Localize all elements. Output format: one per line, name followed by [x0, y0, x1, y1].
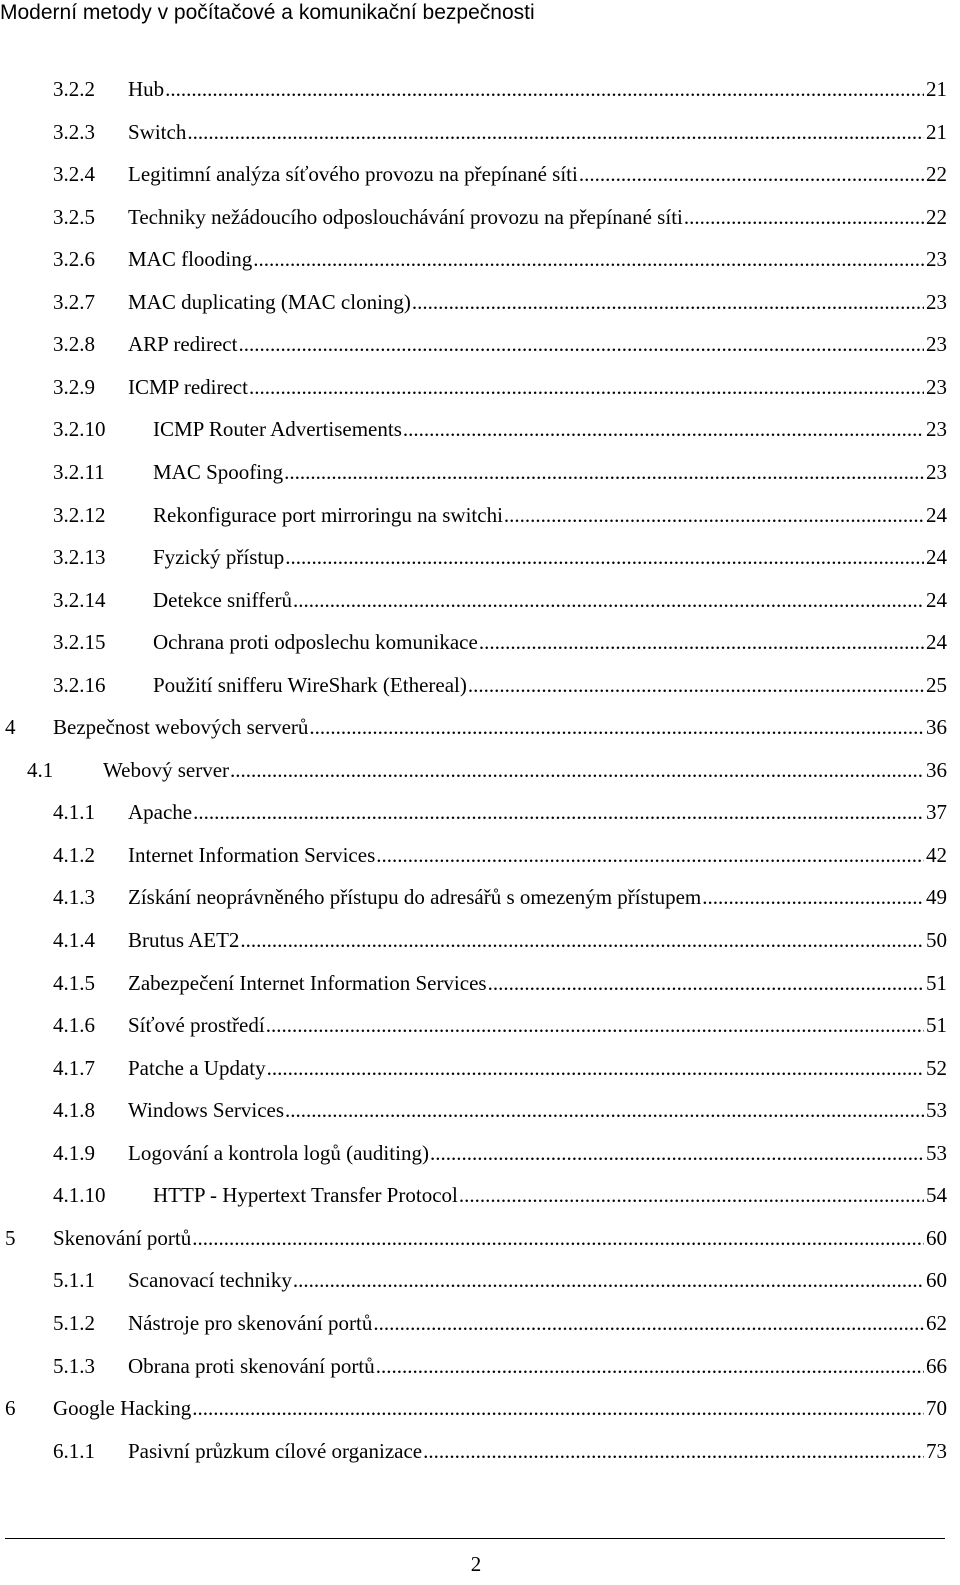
toc-entry-page: 37	[926, 800, 947, 825]
toc-entry-title: ICMP redirect	[128, 374, 248, 399]
toc-entry[interactable]	[53, 1093, 947, 1123]
toc-entry-title: Switch	[128, 119, 187, 144]
toc-entry-page: 62	[926, 1310, 947, 1335]
toc-entry-number: 3.2.10	[53, 417, 106, 442]
toc-entry-page: 21	[926, 77, 947, 101]
toc-entry[interactable]	[53, 455, 947, 485]
toc-entry[interactable]	[53, 923, 947, 953]
toc-entry[interactable]	[53, 625, 947, 655]
toc-entry[interactable]	[53, 1349, 947, 1379]
toc-entry-page: 23	[926, 417, 947, 442]
toc-entry-number: 3.2.3	[53, 119, 95, 144]
toc-entry-page: 24	[926, 630, 947, 655]
toc-entry-page: 23	[926, 459, 947, 484]
toc-dot-leader	[504, 502, 924, 528]
toc-entry-page: 50	[926, 928, 947, 952]
toc-dot-leader	[373, 1310, 924, 1336]
toc-entry-title: Zabezpečení Internet Information Services	[128, 970, 487, 995]
toc-entry-title: Hub	[128, 77, 165, 101]
toc-entry[interactable]	[5, 710, 947, 740]
toc-entry-page: 60	[926, 1268, 947, 1293]
toc-entry[interactable]	[53, 966, 947, 996]
toc-entry-number: 3.2.6	[53, 247, 95, 272]
toc-entry[interactable]	[53, 498, 947, 528]
toc-entry[interactable]	[53, 838, 947, 868]
toc-dot-leader	[293, 1267, 924, 1293]
toc-entry-title: Získání neoprávněného přístupu do adresářů s omezeným přístupem	[128, 885, 702, 910]
toc-entry-number: 6	[5, 1396, 16, 1421]
toc-entry[interactable]	[53, 1178, 947, 1208]
toc-entry-title: Internet Information Services	[128, 842, 376, 867]
toc-entry[interactable]	[53, 115, 947, 145]
toc-entry-page: 73	[926, 1438, 947, 1463]
toc-dot-leader	[240, 927, 924, 953]
toc-dot-leader	[230, 757, 924, 783]
toc-entry[interactable]	[53, 540, 947, 570]
toc-entry-page: 23	[926, 289, 947, 314]
toc-entry-title: ICMP Router Advertisements	[153, 417, 402, 442]
toc-entry-title: MAC Spoofing	[153, 459, 284, 484]
toc-entry[interactable]	[53, 880, 947, 910]
toc-entry-page: 52	[926, 1055, 947, 1080]
toc-entry[interactable]	[53, 242, 947, 272]
toc-entry-title: Apache	[128, 800, 193, 825]
toc-entry-page: 22	[926, 204, 947, 229]
toc-entry-title: Brutus AET2	[128, 928, 240, 952]
toc-entry-title: Google Hacking	[53, 1396, 192, 1421]
toc-entry-page: 51	[926, 970, 947, 995]
toc-dot-leader	[412, 289, 924, 315]
toc-entry-number: 4.1.9	[53, 1140, 95, 1165]
toc-entry-title: Scanovací techniky	[128, 1268, 292, 1293]
toc-entry-page: 23	[926, 332, 947, 357]
toc-entry-page: 36	[926, 715, 947, 740]
toc-entry[interactable]	[53, 1306, 947, 1336]
toc-entry[interactable]	[53, 1051, 947, 1081]
toc-entry-title: Webový server	[103, 757, 230, 782]
toc-entry-title: Logování a kontrola logů (auditing)	[128, 1140, 429, 1165]
toc-entry[interactable]	[53, 157, 947, 187]
toc-dot-leader	[253, 246, 924, 272]
toc-entry-title: Fyzický přístup	[153, 545, 285, 570]
toc-entry-title: Obrana proti skenování portů	[128, 1353, 375, 1378]
toc-dot-leader	[702, 884, 924, 910]
toc-dot-leader	[238, 331, 924, 357]
toc-dot-leader	[403, 416, 924, 442]
toc-entry[interactable]	[27, 753, 947, 783]
toc-dot-leader	[376, 1353, 924, 1379]
toc-entry-title: Skenování portů	[53, 1225, 192, 1250]
toc-entry-number: 4.1.8	[53, 1098, 95, 1123]
toc-entry[interactable]	[53, 1263, 947, 1293]
toc-entry[interactable]	[53, 327, 947, 357]
toc-entry-number: 4.1.2	[53, 842, 95, 867]
toc-dot-leader	[165, 76, 924, 102]
toc-entry-title: Techniky nežádoucího odposlouchávání provozu na přepínané síti	[128, 204, 683, 229]
toc-entry-page: 24	[926, 502, 947, 527]
toc-entry-number: 3.2.14	[53, 587, 106, 612]
toc-entry-number: 5.1.3	[53, 1353, 95, 1378]
toc-entry-number: 3.2.13	[53, 545, 106, 570]
toc-dot-leader	[192, 1395, 924, 1421]
toc-dot-leader	[293, 587, 924, 613]
toc-entry-number: 4.1.10	[53, 1183, 106, 1208]
toc-dot-leader	[468, 672, 924, 698]
toc-entry[interactable]	[53, 285, 947, 315]
toc-entry-number: 4	[5, 715, 16, 740]
toc-entry-page: 22	[926, 162, 947, 187]
toc-entry-number: 4.1.1	[53, 800, 95, 825]
toc-entry-number: 4.1.6	[53, 1013, 95, 1038]
toc-entry-page: 21	[926, 119, 947, 144]
toc-entry-number: 4.1	[27, 757, 54, 782]
toc-entry[interactable]	[5, 1221, 947, 1251]
toc-entry-title: Síťové prostředí	[128, 1013, 265, 1038]
toc-entry-number: 5.1.1	[53, 1268, 95, 1293]
toc-entry-title: Ochrana proti odposlechu komunikace	[153, 630, 478, 655]
toc-dot-leader	[187, 119, 924, 145]
toc-dot-leader	[285, 1097, 924, 1123]
toc-entry-page: 66	[926, 1353, 947, 1378]
toc-dot-leader	[284, 459, 924, 485]
toc-entry-number: 4.1.4	[53, 928, 95, 952]
toc-entry[interactable]	[53, 412, 947, 442]
toc-entry-number: 3.2.2	[53, 77, 95, 101]
toc-entry-number: 4.1.3	[53, 885, 95, 910]
toc-entry-number: 3.2.4	[53, 162, 95, 187]
toc-entry-page: 25	[926, 672, 947, 697]
toc-entry[interactable]	[5, 1391, 947, 1421]
toc-entry-number: 3.2.9	[53, 374, 95, 399]
toc-entry-number: 3.2.8	[53, 332, 95, 357]
toc-dot-leader	[430, 1140, 924, 1166]
toc-entry[interactable]	[53, 72, 947, 102]
toc-dot-leader	[459, 1182, 924, 1208]
toc-entry-page: 53	[926, 1140, 947, 1165]
toc-entry-page: 23	[926, 247, 947, 272]
toc-entry-title: MAC flooding	[128, 247, 253, 272]
toc-entry-title: Použití snifferu WireShark (Ethereal)	[153, 672, 467, 697]
toc-dot-leader	[285, 544, 924, 570]
toc-dot-leader	[192, 1225, 924, 1251]
toc-entry-page: 51	[926, 1013, 947, 1038]
toc-dot-leader	[684, 204, 924, 230]
toc-entry-number: 3.2.12	[53, 502, 106, 527]
toc-dot-leader	[488, 970, 924, 996]
toc-entry-title: Patche a Updaty	[128, 1055, 266, 1080]
toc-dot-leader	[266, 1012, 924, 1038]
toc-entry[interactable]	[53, 668, 947, 698]
toc-entry-number: 4.1.7	[53, 1055, 95, 1080]
toc-dot-leader	[423, 1438, 924, 1464]
toc-entry-number: 4.1.5	[53, 970, 95, 995]
toc-entry-page: 54	[926, 1183, 947, 1208]
toc-entry-number: 6.1.1	[53, 1438, 95, 1463]
toc-entry[interactable]	[53, 1008, 947, 1038]
toc-entry-title: Detekce snifferů	[153, 587, 292, 612]
toc-dot-leader	[309, 714, 924, 740]
toc-entry-page: 23	[926, 374, 947, 399]
toc-entry[interactable]	[53, 1434, 947, 1464]
toc-entry-page: 36	[926, 757, 947, 782]
toc-entry-page: 49	[926, 885, 947, 910]
toc-entry-number: 3.2.7	[53, 289, 95, 314]
toc-entry-number: 3.2.15	[53, 630, 106, 655]
toc-entry-page: 60	[926, 1225, 947, 1250]
toc-entry-number: 3.2.5	[53, 204, 95, 229]
toc-dot-leader	[579, 161, 924, 187]
footer-rule	[5, 1538, 945, 1539]
toc-entry[interactable]	[53, 200, 947, 230]
toc-dot-leader	[249, 374, 924, 400]
toc-entry-title: ARP redirect	[128, 332, 238, 357]
page-number: 2	[470, 1552, 482, 1576]
toc-dot-leader	[267, 1055, 924, 1081]
toc-entry-number: 3.2.16	[53, 672, 106, 697]
toc-entry-number: 5	[5, 1225, 16, 1250]
toc-entry[interactable]	[53, 1136, 947, 1166]
toc-entry-title: HTTP - Hypertext Transfer Protocol	[153, 1183, 458, 1208]
toc-entry-title: MAC duplicating (MAC cloning)	[128, 289, 411, 314]
toc-entry-number: 3.2.11	[53, 459, 105, 484]
toc-entry[interactable]	[53, 795, 947, 825]
toc-entry-page: 24	[926, 587, 947, 612]
toc-entry-title: Bezpečnost webových serverů	[53, 715, 309, 740]
toc-entry-title: Windows Services	[128, 1098, 285, 1123]
toc-entry-number: 5.1.2	[53, 1310, 95, 1335]
toc-entry-title: Legitimní analýza síťového provozu na přepínané síti	[128, 162, 578, 187]
running-header: Moderní metody v počítačové a komunikační bezpečnosti	[0, 1, 535, 24]
toc-dot-leader	[193, 799, 924, 825]
toc-entry-page: 24	[926, 545, 947, 570]
toc-entry-title: Rekonfigurace port mirroringu na switchi	[153, 502, 503, 527]
toc-entry[interactable]	[53, 370, 947, 400]
toc-entry-title: Nástroje pro skenování portů	[128, 1310, 373, 1335]
toc-entry-page: 53	[926, 1098, 947, 1123]
toc-entry-title: Pasivní průzkum cílové organizace	[128, 1438, 423, 1463]
toc-entry-page: 70	[926, 1396, 947, 1421]
toc-dot-leader	[479, 629, 924, 655]
toc-entry-page: 42	[926, 842, 947, 867]
toc-entry[interactable]	[53, 583, 947, 613]
toc-dot-leader	[376, 842, 924, 868]
